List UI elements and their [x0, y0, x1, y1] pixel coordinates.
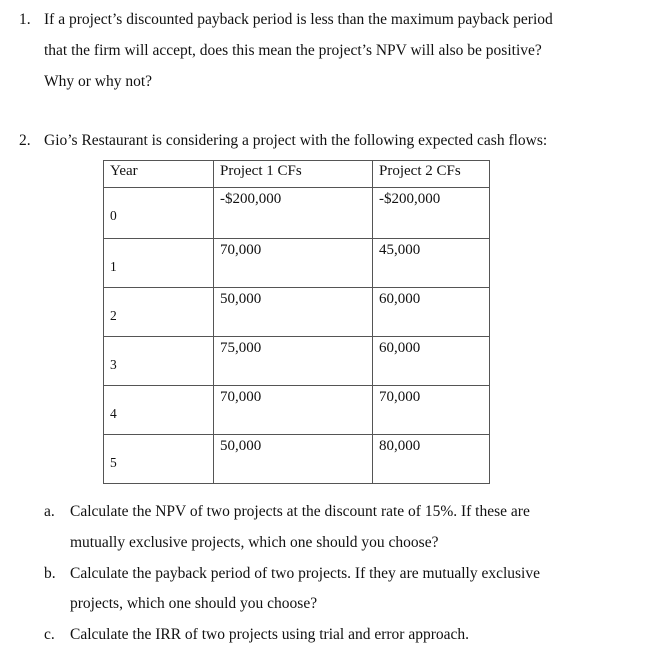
question-1-line-2: that the firm will accept, does this mean the project’s NPV will also be positive?	[44, 42, 542, 59]
project-1-cf-cell: 50,000	[214, 435, 373, 484]
project-2-cf-cell: 80,000	[373, 435, 490, 484]
project-2-cf-cell: 60,000	[373, 337, 490, 386]
part-b-line-2: projects, which one should you choose?	[70, 595, 318, 612]
question-1-line-3: Why or why not?	[44, 73, 153, 90]
year-cell: 3	[104, 337, 214, 386]
year-cell: 1	[104, 239, 214, 288]
header-project-1: Project 1 CFs	[214, 161, 373, 188]
question-2-intro: Gio’s Restaurant is considering a project with the following expected cash flows:	[44, 132, 548, 149]
part-a-line-1: Calculate the NPV of two projects at the discount rate of 15%. If these are	[70, 503, 530, 520]
question-1-line-1: If a project’s discounted payback period is less than the maximum payback period	[44, 11, 553, 28]
header-year: Year	[104, 161, 214, 188]
table-row	[104, 188, 490, 239]
part-a-line-2: mutually exclusive projects, which one should you choose?	[70, 534, 439, 551]
project-2-cf-cell: 45,000	[373, 239, 490, 288]
part-c-label: c.	[44, 626, 55, 643]
part-b-label: b.	[44, 565, 56, 582]
table-row	[104, 386, 490, 435]
project-1-cf-cell: -$200,000	[214, 188, 373, 239]
cash-flow-table	[103, 160, 490, 484]
part-c-line-1: Calculate the IRR of two projects using trial and error approach.	[70, 626, 469, 643]
question-2-number: 2.	[19, 132, 31, 149]
table-row	[104, 288, 490, 337]
project-1-cf-cell: 75,000	[214, 337, 373, 386]
table-header-row	[104, 161, 490, 188]
project-2-cf-cell: 60,000	[373, 288, 490, 337]
header-project-2: Project 2 CFs	[373, 161, 490, 188]
table-row	[104, 435, 490, 484]
year-cell: 5	[104, 435, 214, 484]
project-1-cf-cell: 70,000	[214, 239, 373, 288]
year-cell: 4	[104, 386, 214, 435]
year-cell: 0	[104, 188, 214, 239]
question-1-number: 1.	[19, 11, 31, 28]
project-1-cf-cell: 70,000	[214, 386, 373, 435]
table-row	[104, 239, 490, 288]
table-row	[104, 337, 490, 386]
project-2-cf-cell: 70,000	[373, 386, 490, 435]
project-2-cf-cell: -$200,000	[373, 188, 490, 239]
part-b-line-1: Calculate the payback period of two projects. If they are mutually exclusive	[70, 565, 540, 582]
part-a-label: a.	[44, 503, 55, 520]
year-cell: 2	[104, 288, 214, 337]
project-1-cf-cell: 50,000	[214, 288, 373, 337]
